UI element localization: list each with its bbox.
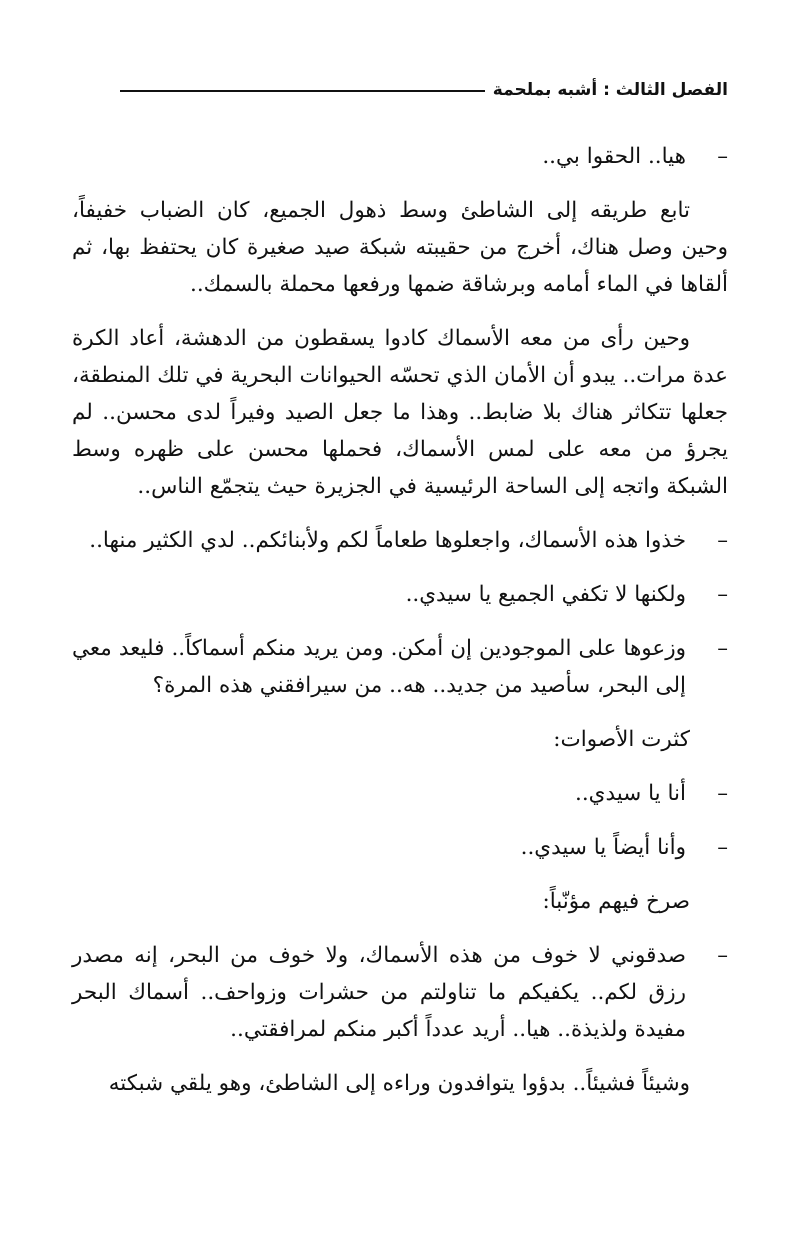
dialogue-line bbox=[72, 630, 728, 704]
dialogue-line bbox=[72, 576, 728, 613]
dialogue-text: أنا يا سيدي.. bbox=[575, 781, 686, 806]
dialogue-text: وأنا أيضاً يا سيدي.. bbox=[520, 835, 686, 860]
dialogue-line bbox=[72, 937, 728, 1048]
narrative-paragraph: وشيئاً فشيئاً.. بدؤوا يتوافدون وراءه إلى الشاطئ، وهو يلقي شبكته bbox=[108, 1071, 690, 1096]
narrative-paragraph: تابع طريقه إلى الشاطئ وسط ذهول الجميع، كان الضباب خفيفاً، وحين وصل هناك، أخرج من حقيبته شبكة صيد صغيرة كان يحتفظ بها، ثم ألقاها في الماء أمامه وبرشاقة ضمها ورفعها محملة بالسمك.. bbox=[72, 198, 728, 297]
dialogue-dash: – bbox=[717, 636, 728, 661]
dialogue-line bbox=[72, 522, 728, 559]
dialogue-text: ولكنها لا تكفي الجميع يا سيدي.. bbox=[405, 582, 686, 607]
running-header bbox=[120, 80, 728, 100]
dialogue-dash: – bbox=[717, 582, 728, 607]
dialogue-text: خذوا هذه الأسماك، واجعلوها طعاماً لكم ولأبنائكم.. لدي الكثير منها.. bbox=[89, 528, 686, 553]
dialogue-dash: – bbox=[717, 943, 728, 968]
body-text bbox=[72, 138, 728, 1119]
dialogue-text: هيا.. الحقوا بي.. bbox=[542, 144, 686, 169]
dialogue-dash: – bbox=[717, 528, 728, 553]
dialogue-text: صدقوني لا خوف من هذه الأسماك، ولا خوف من البحر، إنه مصدر رزق لكم.. يكفيكم ما تناولتم من حشرات وزواحف.. أسماك البحر مفيدة ولذيذة.. هيا.. أريد عدداً أكبر منكم لمرافقتي.. bbox=[72, 943, 686, 1042]
dialogue-text: وزعوها على الموجودين إن أمكن. ومن يريد منكم أسماكاً.. فليعد معي إلى البحر، سأصيد من جديد.. هه.. من سيرافقني هذه المرة؟ bbox=[72, 636, 686, 698]
header-rule bbox=[120, 90, 485, 92]
dialogue-dash: – bbox=[717, 835, 728, 860]
dialogue-dash: – bbox=[717, 781, 728, 806]
narration-line: كثرت الأصوات: bbox=[553, 727, 690, 752]
narrative-paragraph: وحين رأى من معه الأسماك كادوا يسقطون من الدهشة، أعاد الكرة عدة مرات.. يبدو أن الأمان الذي تحسّه الحيوانات البحرية في تلك المنطقة، جعلها تتكاثر هناك بلا ضابط.. وهذا ما جعل الصيد وفيراً لدى محسن.. لم يجرؤ من معه على لمس الأسماك، فحملها محسن على ظهره وسط الشبكة واتجه إلى الساحة الرئيسية في الجزيرة حيث يتجمّع الناس.. bbox=[72, 326, 728, 499]
dialogue-line bbox=[72, 138, 728, 175]
dialogue-line bbox=[72, 829, 728, 866]
dialogue-dash: – bbox=[717, 144, 728, 169]
chapter-title: الفصل الثالث : أشبه بملحمة bbox=[492, 80, 728, 100]
narration-line: صرخ فيهم مؤنّباً: bbox=[542, 889, 690, 914]
dialogue-line bbox=[72, 775, 728, 812]
